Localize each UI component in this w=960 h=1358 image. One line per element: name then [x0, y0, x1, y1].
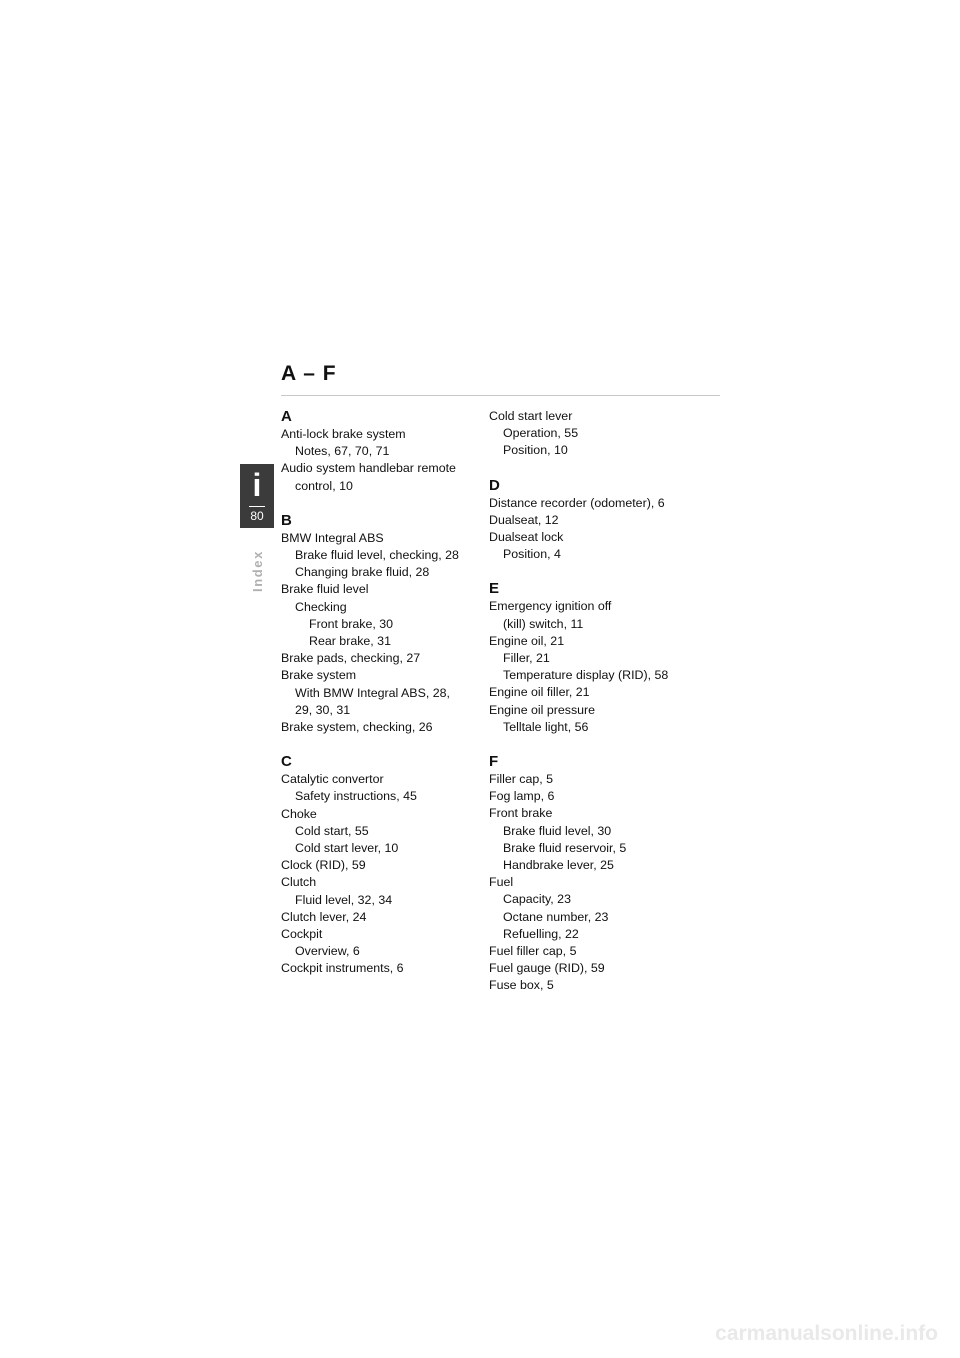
index-subentry: Safety instructions, 45	[295, 789, 417, 804]
index-entry: Brake pads, checking, 27	[281, 651, 421, 666]
index-entry: Audio system handlebar remote	[281, 461, 456, 476]
index-subentry: Brake fluid level, checking, 28	[295, 548, 459, 563]
index-subentry: Rear brake, 31	[309, 634, 391, 649]
index-subentry: control, 10	[295, 478, 353, 493]
index-subentry: Front brake, 30	[309, 616, 394, 631]
index-subentry: Cold start lever, 10	[295, 841, 399, 856]
index-subentry: Position, 10	[503, 443, 568, 458]
index-subentry: Refuelling, 22	[503, 926, 579, 941]
index-entry: Cockpit instruments, 6	[281, 961, 404, 976]
index-subentry: Operation, 55	[503, 426, 579, 441]
index-subentry: Temperature display (RID), 58	[503, 668, 669, 683]
index-entry: Front brake	[489, 806, 553, 821]
index-entry: Cold start lever	[489, 409, 573, 423]
index-subentry: Changing brake fluid, 28	[295, 565, 430, 580]
index-subentry: Octane number, 23	[503, 909, 609, 924]
index-subentry: Filler, 21	[503, 651, 550, 666]
index-entry: Brake system	[281, 668, 357, 683]
index-subentry: (kill) switch, 11	[503, 616, 584, 631]
index-entry: Clutch	[281, 875, 317, 890]
tab-divider	[249, 506, 265, 507]
index-entry: Fuel gauge (RID), 59	[489, 961, 605, 976]
index-tab	[240, 464, 274, 528]
index-entry: Clock (RID), 59	[281, 858, 366, 873]
watermark: carmanualsonline.info	[715, 1322, 938, 1345]
index-letter-heading: B	[281, 511, 292, 529]
page-number: 80	[250, 509, 264, 523]
index-entry: Engine oil filler, 21	[489, 685, 590, 700]
index-entry: Dualseat, 12	[489, 512, 559, 527]
index-entry: Catalytic convertor	[281, 772, 384, 787]
index-entry: Fuel	[489, 875, 514, 890]
index-entry: Brake system, checking, 26	[281, 720, 433, 735]
index-entry: Engine oil pressure	[489, 702, 596, 717]
index-letter-heading: C	[281, 753, 292, 771]
index-entry: Fuel filler cap, 5	[489, 944, 577, 959]
index-subentry: Notes, 67, 70, 71	[295, 444, 390, 459]
index-entry: Fog lamp, 6	[489, 789, 555, 804]
index-subentry: With BMW Integral ABS, 28,	[295, 685, 450, 700]
index-entry: Fuse box, 5	[489, 978, 554, 993]
index-subentry: Capacity, 23	[503, 892, 571, 907]
index-entry: Filler cap, 5	[489, 772, 554, 787]
index-subentry: Fluid level, 32, 34	[295, 892, 393, 907]
index-entry: Clutch lever, 24	[281, 909, 367, 924]
section-gap	[489, 460, 689, 477]
index-subentry: 29, 30, 31	[295, 702, 351, 717]
index-subentry: Position, 4	[503, 547, 561, 562]
index-entry: BMW Integral ABS	[281, 530, 384, 545]
index-letter-heading: E	[489, 580, 500, 598]
index-column-left	[281, 408, 481, 978]
index-column-right	[489, 408, 689, 995]
index-letter-heading: D	[489, 476, 500, 494]
index-subentry: Checking	[295, 599, 347, 614]
index-entry: Choke	[281, 806, 317, 821]
index-subentry: Handbrake lever, 25	[503, 858, 614, 873]
index-entry: Brake fluid level	[281, 582, 369, 597]
index-subentry: Telltale light, 56	[503, 719, 589, 734]
header-divider	[281, 395, 720, 396]
section-gap	[489, 563, 689, 580]
index-entry: Dualseat lock	[489, 530, 564, 545]
index-entry: Anti-lock brake system	[281, 427, 406, 441]
index-entry: Distance recorder (odometer), 6	[489, 495, 665, 510]
page-title: A – F	[281, 362, 337, 385]
info-icon: i	[252, 467, 262, 503]
section-gap	[281, 495, 481, 512]
section-gap	[489, 736, 689, 753]
index-subentry: Brake fluid reservoir, 5	[503, 840, 627, 855]
index-letter-heading: F	[489, 753, 499, 771]
index-letter-heading: A	[281, 408, 292, 425]
index-entry: Emergency ignition off	[489, 599, 612, 614]
section-gap	[281, 736, 481, 753]
index-entry: Engine oil, 21	[489, 633, 565, 648]
index-subentry: Brake fluid level, 30	[503, 823, 612, 838]
index-entry: Cockpit	[281, 927, 323, 942]
index-subentry: Overview, 6	[295, 944, 360, 959]
section-side-label: Index	[250, 550, 265, 592]
index-subentry: Cold start, 55	[295, 823, 369, 838]
